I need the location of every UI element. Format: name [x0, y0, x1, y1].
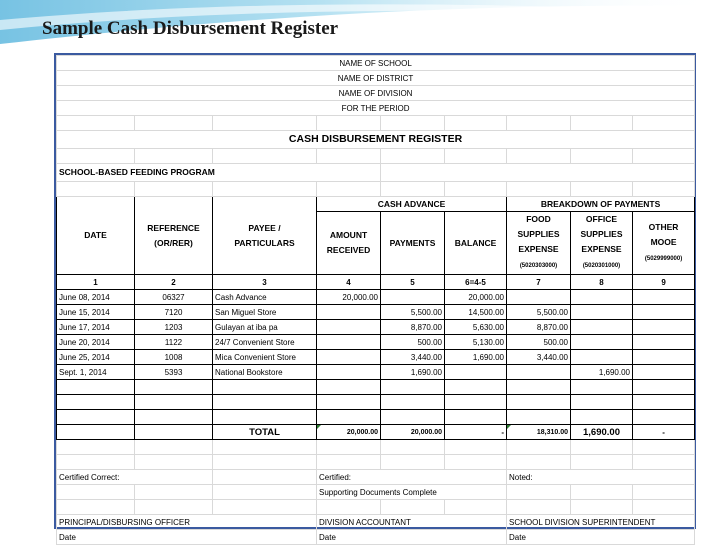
col-number: 1	[57, 275, 135, 290]
total-balance: -	[445, 425, 507, 440]
row-balance: 5,130.00	[445, 335, 507, 350]
cash-advance-header: CASH ADVANCE	[317, 197, 507, 212]
col-number: 2	[135, 275, 213, 290]
table-row	[57, 335, 695, 350]
row-amount	[317, 305, 381, 320]
row-food	[507, 290, 571, 305]
row-amount: 20,000.00	[317, 290, 381, 305]
row-payee: Cash Advance	[213, 290, 317, 305]
row-payments: 8,870.00	[381, 320, 445, 335]
row-office	[571, 350, 633, 365]
col-number: 5	[381, 275, 445, 290]
row-other	[633, 320, 695, 335]
row-balance: 20,000.00	[445, 290, 507, 305]
row-food	[507, 365, 571, 380]
row-payments: 500.00	[381, 335, 445, 350]
row-balance: 5,630.00	[445, 320, 507, 335]
col-payee-header: PAYEE / PARTICULARS	[213, 197, 317, 275]
row-food: 3,440.00	[507, 350, 571, 365]
row-date: June 17, 2014	[57, 320, 135, 335]
row-food: 5,500.00	[507, 305, 571, 320]
row-balance: 1,690.00	[445, 350, 507, 365]
supporting-docs-label: Supporting Documents Complete	[317, 485, 507, 500]
row-office	[571, 320, 633, 335]
row-ref: 1203	[135, 320, 213, 335]
col-reference-header: REFERENCE (OR/RER)	[135, 197, 213, 275]
row-other	[633, 305, 695, 320]
row-ref: 7120	[135, 305, 213, 320]
row-payee: National Bookstore	[213, 365, 317, 380]
row-food: 500.00	[507, 335, 571, 350]
spreadsheet	[54, 53, 696, 542]
row-other	[633, 350, 695, 365]
register-grid	[56, 55, 695, 545]
col-other-header: OTHER MOOE (5029999000)	[633, 212, 695, 275]
col-number: 6=4-5	[445, 275, 507, 290]
date-line: Date	[507, 530, 695, 545]
row-ref: 1008	[135, 350, 213, 365]
row-other	[633, 335, 695, 350]
table-row	[57, 350, 695, 365]
row-payee: Mica Convenient Store	[213, 350, 317, 365]
table-row	[57, 305, 695, 320]
superintendent-signatory: SCHOOL DIVISION SUPERINTENDENT	[507, 515, 695, 530]
row-date: Sept. 1, 2014	[57, 365, 135, 380]
row-other	[633, 290, 695, 305]
row-food: 8,870.00	[507, 320, 571, 335]
col-food-header: FOOD SUPPLIES EXPENSE (5020303000)	[507, 212, 571, 275]
row-payee: 24/7 Convenient Store	[213, 335, 317, 350]
total-payments: 20,000.00	[381, 425, 445, 440]
table-row	[57, 290, 695, 305]
totals-row	[57, 425, 695, 440]
col-date-header: DATE	[57, 197, 135, 275]
row-office	[571, 335, 633, 350]
certified-correct-label: Certified Correct:	[57, 470, 213, 485]
division-name: NAME OF DIVISION	[57, 86, 695, 101]
row-amount	[317, 320, 381, 335]
col-office-header: OFFICE SUPPLIES EXPENSE (5020301000)	[571, 212, 633, 275]
row-office	[571, 290, 633, 305]
col-number: 9	[633, 275, 695, 290]
row-office: 1,690.00	[571, 365, 633, 380]
row-date: June 20, 2014	[57, 335, 135, 350]
row-balance	[445, 365, 507, 380]
principal-signatory: PRINCIPAL/DISBURSING OFFICER	[57, 515, 317, 530]
total-amount: 20,000.00	[317, 425, 381, 440]
row-office	[571, 305, 633, 320]
district-name: NAME OF DISTRICT	[57, 71, 695, 86]
row-payee: San Miguel Store	[213, 305, 317, 320]
total-label: TOTAL	[213, 425, 317, 440]
accountant-signatory: DIVISION ACCOUNTANT	[317, 515, 507, 530]
total-food: 18,310.00	[507, 425, 571, 440]
total-office: 1,690.00	[571, 425, 633, 440]
col-number: 7	[507, 275, 571, 290]
col-balance-header: BALANCE	[445, 212, 507, 275]
row-date: June 25, 2014	[57, 350, 135, 365]
table-row	[57, 320, 695, 335]
row-ref: 1122	[135, 335, 213, 350]
row-date: June 08, 2014	[57, 290, 135, 305]
certified-label: Certified:	[317, 470, 507, 485]
date-line: Date	[57, 530, 317, 545]
register-title: CASH DISBURSEMENT REGISTER	[57, 131, 695, 149]
col-number: 4	[317, 275, 381, 290]
row-payments: 3,440.00	[381, 350, 445, 365]
row-payee: Gulayan at iba pa	[213, 320, 317, 335]
row-payments	[381, 290, 445, 305]
col-amount-header: AMOUNT RECEIVED	[317, 212, 381, 275]
col-payments-header: PAYMENTS	[381, 212, 445, 275]
slide-title: Sample Cash Disbursement Register	[42, 18, 339, 39]
row-other	[633, 365, 695, 380]
date-line: Date	[317, 530, 507, 545]
col-number: 3	[213, 275, 317, 290]
col-number: 8	[571, 275, 633, 290]
row-amount	[317, 365, 381, 380]
noted-label: Noted:	[507, 470, 695, 485]
school-name: NAME OF SCHOOL	[57, 56, 695, 71]
total-other: -	[633, 425, 695, 440]
row-ref: 06327	[135, 290, 213, 305]
breakdown-header: BREAKDOWN OF PAYMENTS	[507, 197, 695, 212]
period: FOR THE PERIOD	[57, 101, 695, 116]
table-row	[57, 365, 695, 380]
row-payments: 1,690.00	[381, 365, 445, 380]
row-payments: 5,500.00	[381, 305, 445, 320]
program-name: SCHOOL-BASED FEEDING PROGRAM	[57, 164, 381, 182]
row-date: June 15, 2014	[57, 305, 135, 320]
row-ref: 5393	[135, 365, 213, 380]
row-amount	[317, 350, 381, 365]
row-amount	[317, 335, 381, 350]
row-balance: 14,500.00	[445, 305, 507, 320]
